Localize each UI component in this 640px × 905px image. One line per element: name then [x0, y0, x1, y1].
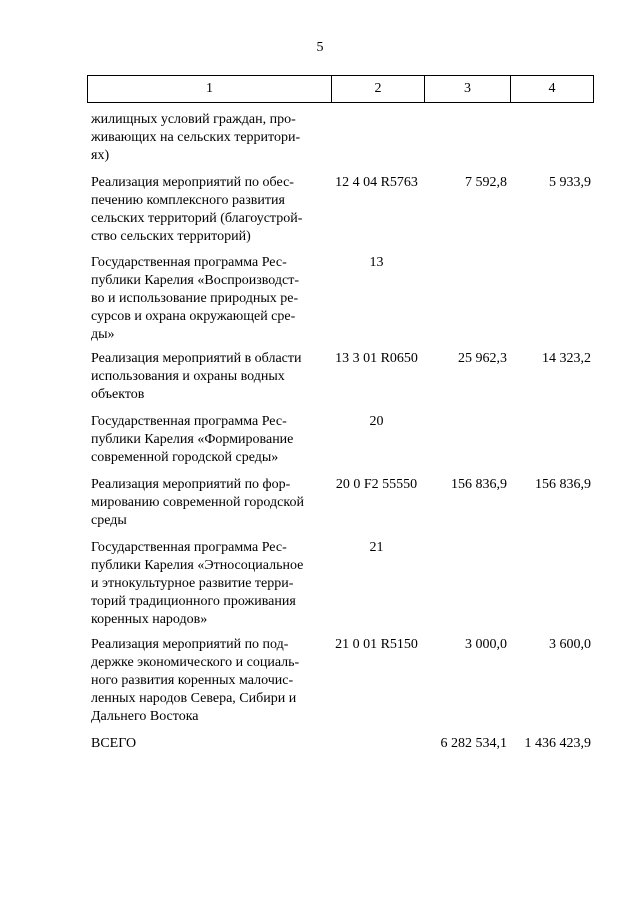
row-name-line: торий традиционного проживания [91, 594, 296, 609]
row-name-line: сельских территорий (благоустрой- [91, 211, 303, 226]
row-name-line: использования и охраны водных [91, 369, 285, 384]
table-header [87, 75, 594, 103]
row-code: 20 0 F2 55550 [335, 477, 418, 492]
row-code: 20 [369, 414, 384, 429]
row-name-line: Реализация мероприятий по под- [91, 637, 289, 652]
row-name-line: жилищных условий граждан, про- [91, 112, 296, 127]
row-name-line: живающих на сельских территори- [91, 130, 301, 145]
row-name [91, 254, 327, 344]
row-name-line: Государственная программа Рес- [91, 414, 287, 429]
row-name [91, 636, 327, 726]
row-value-col3: 3 000,0 [465, 637, 507, 652]
column-header-1: 1 [206, 81, 213, 96]
row-name-line: Реализация мероприятий по фор- [91, 477, 291, 492]
column-header-3: 3 [424, 76, 510, 102]
row-name-line: Государственная программа Рес- [91, 255, 287, 270]
row-name-line: объектов [91, 387, 145, 402]
row-name-line: мированию современной городской [91, 495, 304, 510]
row-value-col3: 7 592,8 [465, 175, 507, 190]
row-name-line: современной городской среды» [91, 450, 279, 465]
row-name-line: ного развития коренных малочис- [91, 673, 294, 688]
column-header-4: 4 [510, 76, 593, 102]
row-code: 21 0 01 R5150 [335, 637, 418, 652]
column-header-2: 2 [331, 76, 424, 102]
row-value-col3: 25 962,3 [458, 351, 507, 366]
row-name-line: Реализация мероприятий в области [91, 351, 302, 366]
row-name-line: Дальнего Востока [91, 709, 199, 724]
row-name-line: держке экономического и социаль- [91, 655, 300, 670]
row-name [91, 735, 327, 753]
row-value-col4: 14 323,2 [542, 351, 591, 366]
row-name-line: среды [91, 513, 127, 528]
row-name-line: и этнокультурное развитие терри- [91, 576, 294, 591]
row-code: 12 4 04 R5763 [335, 175, 418, 190]
row-name-line: ВСЕГО [91, 736, 137, 751]
row-name [91, 413, 327, 467]
row-name-line: Реализация мероприятий по обес- [91, 175, 294, 190]
page-number: 5 [316, 40, 324, 55]
row-value-col4: 3 600,0 [549, 637, 591, 652]
row-code: 13 [369, 255, 384, 270]
row-code: 21 [369, 540, 384, 555]
row-name-line: ленных народов Севера, Сибири и [91, 691, 297, 706]
row-name-line: коренных народов» [91, 612, 208, 627]
row-name-line: ство сельских территорий) [91, 229, 251, 244]
row-name-line: публики Карелия «Воспроизводст- [91, 273, 299, 288]
row-name [91, 111, 327, 165]
row-name-line: Государственная программа Рес- [91, 540, 287, 555]
row-value-col3: 156 836,9 [451, 477, 507, 492]
row-name [91, 539, 327, 629]
row-name [91, 174, 327, 246]
row-name-line: публики Карелия «Формирование [91, 432, 294, 447]
row-name-line: печению комплексного развития [91, 193, 285, 208]
row-value-col3: 6 282 534,1 [440, 736, 507, 751]
row-name-line: ды» [91, 327, 115, 342]
row-code: 13 3 01 R0650 [335, 351, 418, 366]
row-name-line: во и использование природных ре- [91, 291, 299, 306]
row-value-col4: 5 933,9 [549, 175, 591, 190]
row-name-line: публики Карелия «Этносоциальное [91, 558, 304, 573]
row-name-line: сурсов и охрана окружающей сре- [91, 309, 296, 324]
row-name [91, 476, 327, 530]
row-value-col4: 1 436 423,9 [524, 736, 591, 751]
row-name-line: ях) [91, 148, 110, 163]
row-name [91, 350, 327, 404]
row-value-col4: 156 836,9 [535, 477, 591, 492]
